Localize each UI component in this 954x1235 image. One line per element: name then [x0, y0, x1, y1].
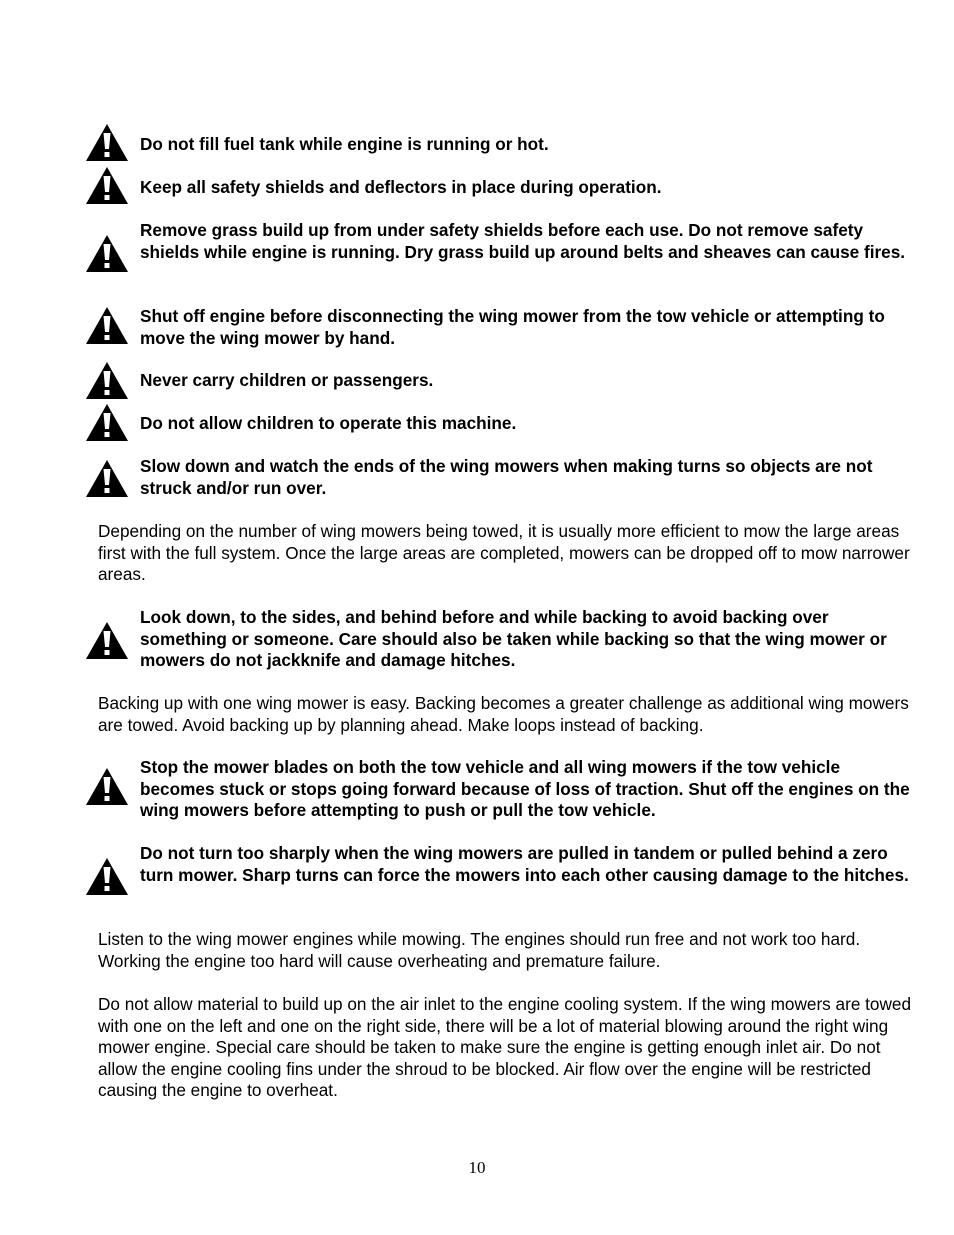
warning-text: Never carry children or passengers. — [140, 370, 434, 390]
warning-text: Keep all safety shields and deflectors in place during operation. — [140, 177, 662, 197]
warning-icon — [86, 460, 128, 497]
warning-text: Look down, to the sides, and behind before and while backing to avoid backing over something or someone. Care should also be taken while backing so that the wing mower or mowers do not jackknife and damage hitches. — [140, 607, 887, 671]
warning-text: Shut off engine before disconnecting the wing mower from the tow vehicle or attempting to move the wing mower by hand. — [140, 306, 885, 348]
warning-icon — [86, 768, 128, 805]
body-paragraph: Backing up with one wing mower is easy. Backing becomes a greater challenge as additional wing mowers are towed. Avoid backing up by planning ahead. Make loops instead of backing. — [98, 693, 909, 735]
warning-icon — [86, 124, 128, 161]
warning-icon — [86, 404, 128, 441]
body-paragraph: Listen to the wing mower engines while mowing. The engines should run free and not work too hard. Working the engine too hard will cause overheating and premature failure. — [98, 929, 861, 971]
warning-icon — [86, 622, 128, 659]
warning-icon — [86, 167, 128, 204]
warning-icon — [86, 362, 128, 399]
warning-icon — [86, 307, 128, 344]
warning-icon — [86, 858, 128, 895]
warning-text: Do not fill fuel tank while engine is running or hot. — [140, 134, 549, 154]
warning-text: Do not allow children to operate this machine. — [140, 413, 517, 433]
warning-icon — [86, 235, 128, 272]
page-number: 10 — [468, 1158, 486, 1177]
body-paragraph: Do not allow material to build up on the air inlet to the engine cooling system. If the wing mowers are towed with one on the left and one on the right side, there will be a lot of material blowing around the right wing mower engine. Special care should be taken to make sure the engine is getting enough inlet air. Do not allow the engine cooling fins under the shroud to be blocked. Air flow over the engine will be restricted causing the engine to overheat. — [98, 994, 912, 1101]
warning-text: Do not turn too sharply when the wing mowers are pulled in tandem or pulled behind a zero turn mower. Sharp turns can force the mowers into each other causing damage to the hitches. — [140, 843, 909, 885]
warning-text: Stop the mower blades on both the tow vehicle and all wing mowers if the tow vehicle becomes stuck or stops going forward because of loss of traction. Shut off the engines on the wing mowers before attempting to push or pull the tow vehicle. — [140, 757, 910, 821]
warning-text: Slow down and watch the ends of the wing mowers when making turns so objects are not struck and/or run over. — [140, 456, 873, 498]
body-paragraph: Depending on the number of wing mowers being towed, it is usually more efficient to mow the large areas first with the full system. Once the large areas are completed, mowers can be dropped off to mow narrower areas. — [98, 521, 910, 585]
warning-text: Remove grass build up from under safety shields before each use. Do not remove safety shields while engine is running. Dry grass build up around belts and sheaves can cause fires. — [140, 220, 906, 262]
